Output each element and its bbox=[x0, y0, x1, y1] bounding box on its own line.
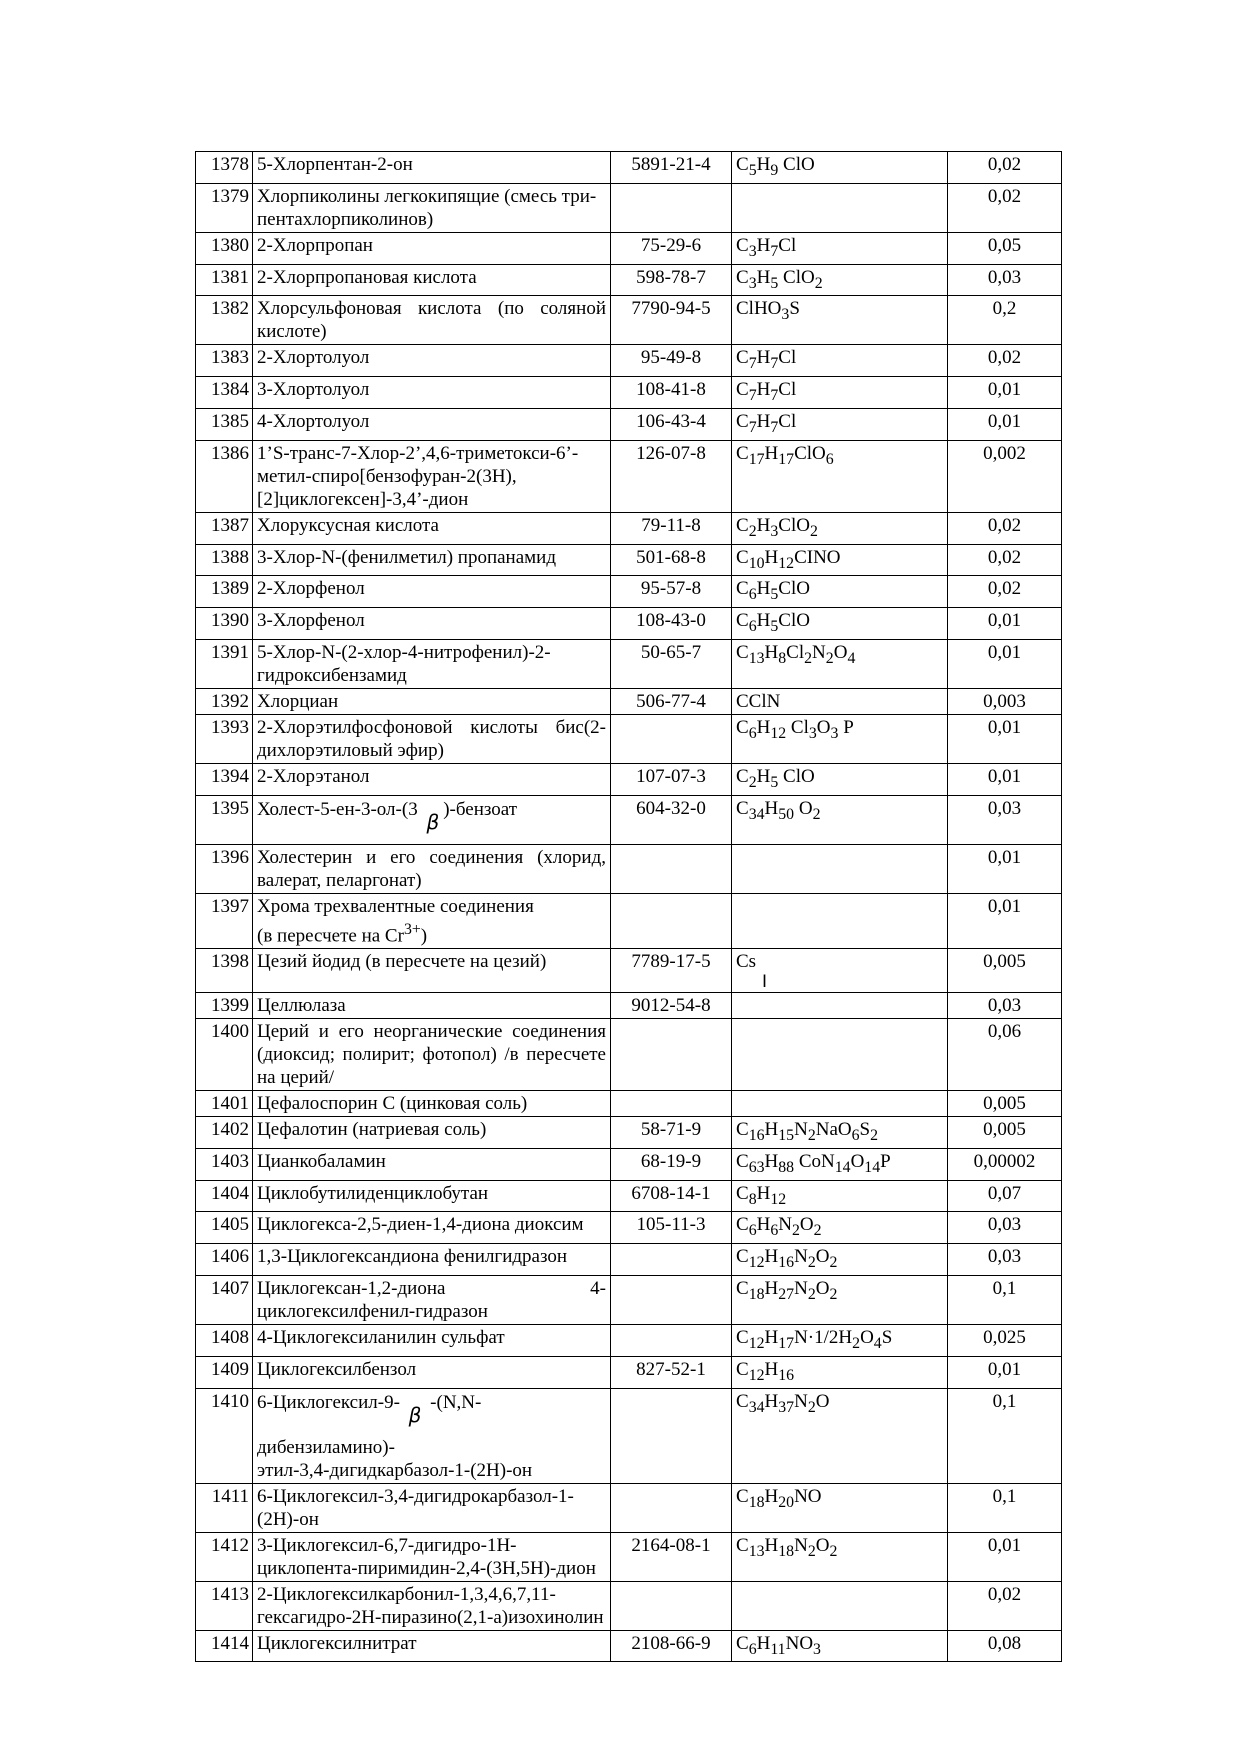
substance-name: Циклогексан-1,2-диона 4-циклогексилфенил-гидразон bbox=[253, 1276, 611, 1325]
table-row bbox=[196, 608, 1062, 640]
table-row bbox=[196, 544, 1062, 576]
chemical-formula bbox=[732, 183, 948, 232]
cas-number bbox=[611, 893, 732, 948]
row-number: 1396 bbox=[196, 844, 253, 893]
row-number: 1395 bbox=[196, 795, 253, 844]
row-number: 1380 bbox=[196, 232, 253, 264]
row-number: 1383 bbox=[196, 345, 253, 377]
substance-name: Циклогекса-2,5-диен-1,4-диона диоксим bbox=[253, 1212, 611, 1244]
cas-number bbox=[611, 183, 732, 232]
substances-table bbox=[195, 151, 1062, 1662]
chemical-formula: $C_{34}H_{37}N_2O$ bbox=[732, 1388, 948, 1483]
chemical-formula: $C_6H_{12}$ $Cl_3O_3$ P bbox=[732, 714, 948, 763]
row-number: 1392 bbox=[196, 688, 253, 714]
limit-value: 0,03 bbox=[948, 795, 1062, 844]
limit-value: 0,01 bbox=[948, 1356, 1062, 1388]
cas-number: 50-65-7 bbox=[611, 639, 732, 688]
chemical-formula: $C_{34}H_{50}$ $O_2$ bbox=[732, 795, 948, 844]
cas-number: 6708-14-1 bbox=[611, 1180, 732, 1212]
row-number: 1379 bbox=[196, 183, 253, 232]
chemical-formula: $C_{17}H_{17}ClO_6$ bbox=[732, 440, 948, 512]
limit-value: 0,02 bbox=[948, 183, 1062, 232]
table-row bbox=[196, 639, 1062, 688]
table-row bbox=[196, 345, 1062, 377]
table-row bbox=[196, 1388, 1062, 1483]
cas-number: 58-71-9 bbox=[611, 1117, 732, 1149]
table-row bbox=[196, 763, 1062, 795]
substance-name: Цианкобаламин bbox=[253, 1148, 611, 1180]
table-row bbox=[196, 993, 1062, 1019]
cas-number: 75-29-6 bbox=[611, 232, 732, 264]
limit-value: 0,1 bbox=[948, 1276, 1062, 1325]
row-number: 1393 bbox=[196, 714, 253, 763]
chemical-formula: $C_5H_9$ ClO bbox=[732, 152, 948, 184]
substance-name: 2-Хлортолуол bbox=[253, 345, 611, 377]
row-number: 1398 bbox=[196, 949, 253, 993]
cas-number bbox=[611, 1244, 732, 1276]
chemical-formula: $C_7H_7Cl$ bbox=[732, 345, 948, 377]
limit-value: 0,002 bbox=[948, 440, 1062, 512]
chemical-formula: $C_3H_7Cl$ bbox=[732, 232, 948, 264]
substance-name: 6-Циклогексил-3,4-дигидрокарбазол-1-(2Н)-он bbox=[253, 1483, 611, 1532]
chemical-formula: $C_3H_5$ ClO$_2$ bbox=[732, 264, 948, 296]
substance-name: 5-Хлорпентан-2-он bbox=[253, 152, 611, 184]
substance-name: Целлюлаза bbox=[253, 993, 611, 1019]
limit-value: 0,03 bbox=[948, 993, 1062, 1019]
chemical-formula: $C_2H_3ClO_2$ bbox=[732, 512, 948, 544]
cas-number bbox=[611, 1276, 732, 1325]
chemical-formula: $C_6H_5ClO$ bbox=[732, 576, 948, 608]
table-row bbox=[196, 1630, 1062, 1662]
substance-name: 3-Циклогексил-6,7-дигидро-1Н-циклопента-пиримидин-2,4-(3Н,5Н)-дион bbox=[253, 1532, 611, 1581]
cas-number bbox=[611, 1019, 732, 1091]
chemical-formula bbox=[732, 1019, 948, 1091]
table-row bbox=[196, 1356, 1062, 1388]
table-row bbox=[196, 152, 1062, 184]
table-row bbox=[196, 1483, 1062, 1532]
substance-name: 1’S-транс-7-Хлор-2’,4,6-триметокси-6’-метил-спиро[бензофуран-2(3Н),[2]циклогексен]-3,4’-дион bbox=[253, 440, 611, 512]
substance-name: Хлорпиколины легкокипящие (смесь три-пентахлорпиколинов) bbox=[253, 183, 611, 232]
limit-value: 0,08 bbox=[948, 1630, 1062, 1662]
substance-name: Хлорциан bbox=[253, 688, 611, 714]
table-row bbox=[196, 408, 1062, 440]
substance-name: Хлорсульфоновая кислота (по соляной кислоте) bbox=[253, 296, 611, 345]
chemical-formula: Cs I bbox=[732, 949, 948, 993]
cas-number: 501-68-8 bbox=[611, 544, 732, 576]
chemical-formula: CClN bbox=[732, 688, 948, 714]
table-row bbox=[196, 1212, 1062, 1244]
substance-name: Церий и его неорганические соединения (диоксид; полирит; фотопол) /в пересчете на церий/ bbox=[253, 1019, 611, 1091]
chemical-formula bbox=[732, 1581, 948, 1630]
limit-value: 0,005 bbox=[948, 949, 1062, 993]
cas-number: 107-07-3 bbox=[611, 763, 732, 795]
chemical-formula: $C_7H_7Cl$ bbox=[732, 377, 948, 409]
table-row bbox=[196, 893, 1062, 948]
table-row bbox=[196, 264, 1062, 296]
cas-number bbox=[611, 1325, 732, 1357]
substance-name: Циклогексилбензол bbox=[253, 1356, 611, 1388]
limit-value: 0,01 bbox=[948, 408, 1062, 440]
table-row bbox=[196, 296, 1062, 345]
chemical-formula: $C_{63}H_{88}$ $CoN_{14}O_{14}P$ bbox=[732, 1148, 948, 1180]
row-number: 1390 bbox=[196, 608, 253, 640]
chemical-formula: $C_{18}H_{27}N_2O_2$ bbox=[732, 1276, 948, 1325]
substance-name: 4-Хлортолуол bbox=[253, 408, 611, 440]
substance-name: Холест-5-ен-3-ол-(3 β)-бензоат bbox=[253, 795, 611, 844]
row-number: 1405 bbox=[196, 1212, 253, 1244]
document-page bbox=[195, 151, 1061, 1662]
cas-number: 79-11-8 bbox=[611, 512, 732, 544]
chemical-formula: $C_2H_5$ ClO bbox=[732, 763, 948, 795]
row-number: 1386 bbox=[196, 440, 253, 512]
row-number: 1409 bbox=[196, 1356, 253, 1388]
row-number: 1387 bbox=[196, 512, 253, 544]
limit-value: 0,1 bbox=[948, 1483, 1062, 1532]
table-row bbox=[196, 576, 1062, 608]
limit-value: 0,05 bbox=[948, 232, 1062, 264]
row-number: 1389 bbox=[196, 576, 253, 608]
cas-number: 827-52-1 bbox=[611, 1356, 732, 1388]
table-row bbox=[196, 1117, 1062, 1149]
limit-value: 0,01 bbox=[948, 714, 1062, 763]
row-number: 1402 bbox=[196, 1117, 253, 1149]
table-row bbox=[196, 1276, 1062, 1325]
limit-value: 0,02 bbox=[948, 576, 1062, 608]
limit-value: 0,06 bbox=[948, 1019, 1062, 1091]
table-row bbox=[196, 440, 1062, 512]
cas-number bbox=[611, 1091, 732, 1117]
limit-value: 0,003 bbox=[948, 688, 1062, 714]
table-row bbox=[196, 1532, 1062, 1581]
cas-number bbox=[611, 714, 732, 763]
cas-number: 95-49-8 bbox=[611, 345, 732, 377]
row-number: 1400 bbox=[196, 1019, 253, 1091]
limit-value: 0,005 bbox=[948, 1091, 1062, 1117]
cas-number: 95-57-8 bbox=[611, 576, 732, 608]
chemical-formula: ClHO$_3$S bbox=[732, 296, 948, 345]
cas-number bbox=[611, 1388, 732, 1483]
substance-name: 2-Циклогексилкарбонил-1,3,4,6,7,11-гексагидро-2Н-пиразино(2,1-а)изохинолин bbox=[253, 1581, 611, 1630]
table-row bbox=[196, 1180, 1062, 1212]
cas-number: 598-78-7 bbox=[611, 264, 732, 296]
cas-number: 604-32-0 bbox=[611, 795, 732, 844]
limit-value: 0,03 bbox=[948, 1244, 1062, 1276]
chemical-formula bbox=[732, 844, 948, 893]
chemical-formula: $C_{13}H_8Cl_2N_2O_4$ bbox=[732, 639, 948, 688]
chemical-formula: $C_{12}H_{17}N\cdot 1/2H_2O_4S$ bbox=[732, 1325, 948, 1357]
row-number: 1406 bbox=[196, 1244, 253, 1276]
table-row bbox=[196, 1325, 1062, 1357]
row-number: 1388 bbox=[196, 544, 253, 576]
row-number: 1391 bbox=[196, 639, 253, 688]
chemical-formula: $C_{16}H_{15}N_2NaO_6S_2$ bbox=[732, 1117, 948, 1149]
limit-value: 0,02 bbox=[948, 544, 1062, 576]
cas-number: 506-77-4 bbox=[611, 688, 732, 714]
limit-value: 0,02 bbox=[948, 152, 1062, 184]
table-row bbox=[196, 1581, 1062, 1630]
chemical-formula: $C_6H_5ClO$ bbox=[732, 608, 948, 640]
row-number: 1403 bbox=[196, 1148, 253, 1180]
cas-number bbox=[611, 844, 732, 893]
table-row bbox=[196, 688, 1062, 714]
row-number: 1412 bbox=[196, 1532, 253, 1581]
row-number: 1404 bbox=[196, 1180, 253, 1212]
limit-value: 0,01 bbox=[948, 893, 1062, 948]
limit-value: 0,2 bbox=[948, 296, 1062, 345]
substance-name: 3-Хлорфенол bbox=[253, 608, 611, 640]
limit-value: 0,03 bbox=[948, 1212, 1062, 1244]
row-number: 1414 bbox=[196, 1630, 253, 1662]
substance-name: Холестерин и его соединения (хлорид, валерат, пеларгонат) bbox=[253, 844, 611, 893]
chemical-formula bbox=[732, 993, 948, 1019]
substance-name: 2-Хлорфенол bbox=[253, 576, 611, 608]
chemical-formula bbox=[732, 893, 948, 948]
cas-number bbox=[611, 1483, 732, 1532]
limit-value: 0,01 bbox=[948, 763, 1062, 795]
row-number: 1394 bbox=[196, 763, 253, 795]
row-number: 1382 bbox=[196, 296, 253, 345]
cas-number: 108-41-8 bbox=[611, 377, 732, 409]
cas-number: 108-43-0 bbox=[611, 608, 732, 640]
chemical-formula: $C_6H_{11}NO_3$ bbox=[732, 1630, 948, 1662]
limit-value: 0,01 bbox=[948, 1532, 1062, 1581]
limit-value: 0,025 bbox=[948, 1325, 1062, 1357]
limit-value: 0,01 bbox=[948, 844, 1062, 893]
cas-number bbox=[611, 1581, 732, 1630]
cas-number: 9012-54-8 bbox=[611, 993, 732, 1019]
table-row bbox=[196, 949, 1062, 993]
table-row bbox=[196, 1244, 1062, 1276]
limit-value: 0,01 bbox=[948, 639, 1062, 688]
cas-number: 68-19-9 bbox=[611, 1148, 732, 1180]
cas-number: 2108-66-9 bbox=[611, 1630, 732, 1662]
substance-name: Хлоруксусная кислота bbox=[253, 512, 611, 544]
row-number: 1411 bbox=[196, 1483, 253, 1532]
limit-value: 0,07 bbox=[948, 1180, 1062, 1212]
substance-name: Цезий йодид (в пересчете на цезий) bbox=[253, 949, 611, 993]
substance-name: 5-Хлор-N-(2-хлор-4-нитрофенил)-2-гидроксибензамид bbox=[253, 639, 611, 688]
limit-value: 0,02 bbox=[948, 1581, 1062, 1630]
row-number: 1413 bbox=[196, 1581, 253, 1630]
substance-name: 2-Хлорпропановая кислота bbox=[253, 264, 611, 296]
limit-value: 0,02 bbox=[948, 345, 1062, 377]
limit-value: 0,01 bbox=[948, 608, 1062, 640]
substance-name: Цефалотин (натриевая соль) bbox=[253, 1117, 611, 1149]
chemical-formula: $C_{12}H_{16}N_2O_2$ bbox=[732, 1244, 948, 1276]
row-number: 1407 bbox=[196, 1276, 253, 1325]
row-number: 1384 bbox=[196, 377, 253, 409]
cas-number: 5891-21-4 bbox=[611, 152, 732, 184]
substances-table-body bbox=[196, 152, 1062, 1662]
substance-name: Хрома трехвалентные соединения (в пересчете на $Cr^{3+}$) bbox=[253, 893, 611, 948]
substance-name: 3-Хлор-N-(фенилметил) пропанамид bbox=[253, 544, 611, 576]
table-row bbox=[196, 714, 1062, 763]
substance-name: 2-Хлорпропан bbox=[253, 232, 611, 264]
limit-value: 0,01 bbox=[948, 377, 1062, 409]
substance-name: 3-Хлортолуол bbox=[253, 377, 611, 409]
chemical-formula: $C_7H_7Cl$ bbox=[732, 408, 948, 440]
row-number: 1399 bbox=[196, 993, 253, 1019]
cas-number: 2164-08-1 bbox=[611, 1532, 732, 1581]
row-number: 1385 bbox=[196, 408, 253, 440]
substance-name: 1,3-Циклогександиона фенилгидразон bbox=[253, 1244, 611, 1276]
limit-value: 0,02 bbox=[948, 512, 1062, 544]
chemical-formula: $C_{13}H_{18}N_2O_2$ bbox=[732, 1532, 948, 1581]
row-number: 1408 bbox=[196, 1325, 253, 1357]
substance-name: Циклобутилиденциклобутан bbox=[253, 1180, 611, 1212]
limit-value: 0,005 bbox=[948, 1117, 1062, 1149]
row-number: 1401 bbox=[196, 1091, 253, 1117]
substance-name: 4-Циклогексиланилин сульфат bbox=[253, 1325, 611, 1357]
chemical-formula bbox=[732, 1091, 948, 1117]
table-row bbox=[196, 377, 1062, 409]
chemical-formula: $C_8H_{12}$ bbox=[732, 1180, 948, 1212]
row-number: 1378 bbox=[196, 152, 253, 184]
cas-number: 105-11-3 bbox=[611, 1212, 732, 1244]
row-number: 1381 bbox=[196, 264, 253, 296]
substance-name: 6-Циклогексил-9- β -(N,N- дибензиламино)- этил-3,4-дигидкарбазол-1-(2Н)-он bbox=[253, 1388, 611, 1483]
substance-name: Цефалоспорин С (цинковая соль) bbox=[253, 1091, 611, 1117]
table-row bbox=[196, 1148, 1062, 1180]
chemical-formula: $C_{12}H_{16}$ bbox=[732, 1356, 948, 1388]
table-row bbox=[196, 183, 1062, 232]
chemical-formula: $C_6H_6N_2O_2$ bbox=[732, 1212, 948, 1244]
row-number: 1397 bbox=[196, 893, 253, 948]
chemical-formula: $C_{18}H_{20}NO$ bbox=[732, 1483, 948, 1532]
table-row bbox=[196, 512, 1062, 544]
table-row bbox=[196, 844, 1062, 893]
limit-value: 0,1 bbox=[948, 1388, 1062, 1483]
table-row bbox=[196, 795, 1062, 844]
cas-number: 126-07-8 bbox=[611, 440, 732, 512]
table-row bbox=[196, 1019, 1062, 1091]
substance-name: Циклогексилнитрат bbox=[253, 1630, 611, 1662]
limit-value: 0,03 bbox=[948, 264, 1062, 296]
cas-number: 7790-94-5 bbox=[611, 296, 732, 345]
cas-number: 106-43-4 bbox=[611, 408, 732, 440]
substance-name: 2-Хлорэтилфосфоновой кислоты бис(2-дихлорэтиловый эфир) bbox=[253, 714, 611, 763]
chemical-formula: $C_{10}H_{12}CINO$ bbox=[732, 544, 948, 576]
limit-value: 0,00002 bbox=[948, 1148, 1062, 1180]
substance-name: 2-Хлорэтанол bbox=[253, 763, 611, 795]
table-row bbox=[196, 1091, 1062, 1117]
row-number: 1410 bbox=[196, 1388, 253, 1483]
cas-number: 7789-17-5 bbox=[611, 949, 732, 993]
table-row bbox=[196, 232, 1062, 264]
